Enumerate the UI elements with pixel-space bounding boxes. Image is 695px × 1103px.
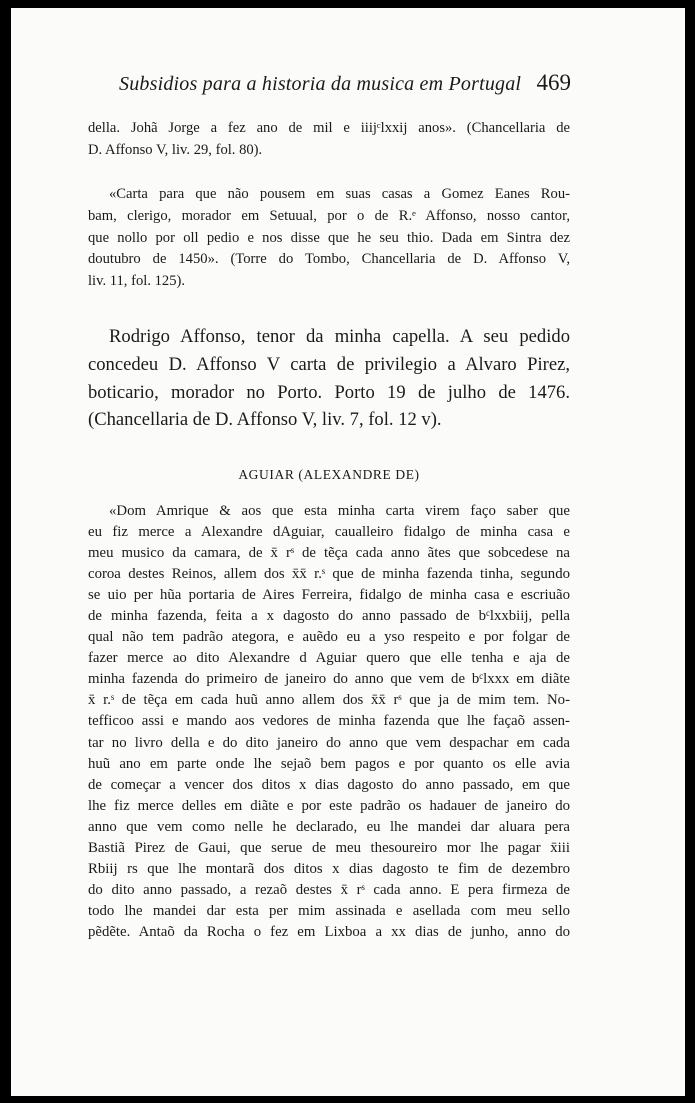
text-line: meu musico da camara, de x̄ rˢ de tẽça cada anno ãtes que sobcedese na: [88, 545, 570, 562]
text-line: se uio per hũa portaria de Aires Ferreira, fidalgo de minha casa e escriuão: [88, 587, 570, 604]
carta-quote-paragraph: [88, 184, 570, 293]
text-line: della. Johã Jorge a fez ano de mil e iiijᶜlxxij anos». (Chancellaria de: [88, 120, 570, 136]
rodrigo-affonso-entry: [88, 323, 570, 434]
text-line: «Dom Amrique & aos que esta minha carta virem faço saber que: [109, 503, 570, 519]
page-number: 469: [536, 70, 571, 95]
text-line: «Carta para que não pousem em suas casas a Gomez Eanes Rou-: [109, 186, 570, 202]
text-line: bam, clerigo, morador em Setuual, por o de R.ᵉ Affonso, nosso cantor,: [88, 207, 570, 224]
text-line: lhe fiz merce delles em diãte e por este padrão os hadauer de janeiro do: [88, 797, 570, 814]
text-line: de começar a vencer dos ditos x dias dagosto do anno passado, em que: [88, 776, 570, 793]
text-line: concedeu D. Affonso V carta de privilegio a Alvaro Pirez,: [88, 353, 570, 375]
book-page: [11, 8, 685, 1096]
text-line: coroa destes Reinos, allem dos x̄x̄ r.ˢ que de minha fazenda tinha, segundo: [88, 566, 570, 583]
continuation-paragraph: [88, 118, 570, 162]
text-line: tar no livro della e do dito janeiro do anno que vem despachar em cada: [88, 734, 570, 751]
text-line: D. Affonso V, liv. 29, fol. 80).: [88, 141, 263, 158]
text-line: huũ ano em parte onde lhe sejaõ bem pagos e por quanto os elle avia: [88, 755, 570, 772]
text-line: de minha fazenda, feita a x dagosto do anno passado de bᶜlxxbiij, pella: [88, 608, 570, 625]
text-line: minha fazenda do primeiro de janeiro do anno que vem de bᶜlxxx em diãte: [88, 671, 570, 688]
page-header: [119, 70, 571, 100]
text-line: todo lhe mandei dar esta per mim assinada e asellada com meu sello: [88, 902, 570, 919]
running-title: Subsidios para a historia da musica em Portugal: [119, 73, 522, 95]
text-line: que nollo por oll pedio e nos disse que he seu thio. Dada em Sintra dez: [88, 229, 570, 246]
text-line: fazer merce ao dito Alexandre d Aguiar quero que elle tenha e aja de: [88, 650, 570, 667]
text-line: boticario, morador no Porto. Porto 19 de julho de 1476.: [88, 381, 570, 403]
text-line: anno que vem como nelle he declarado, eu lhe mandei dar aluara pera: [88, 818, 570, 835]
text-line: Rodrigo Affonso, tenor da minha capella. A seu pedido: [109, 326, 570, 347]
text-line: (Chancellaria de D. Affonso V, liv. 7, fol. 12 v).: [88, 409, 442, 431]
text-line: Rbiij rs que lhe montarã dos ditos x dias dagosto te fim de dezembro: [88, 860, 570, 877]
text-line: x̄ r.ˢ de tẽça em cada huũ anno allem dos x̄x̄ rˢ que ja de mim tem. No-: [88, 692, 570, 709]
text-line: pẽdẽte. Antaõ da Rocha o fez em Lixboa a xx dias de junho, anno do: [88, 923, 570, 940]
text-line: eu fiz merce a Alexandre dAguiar, caualleiro fidalgo de minha casa e: [88, 524, 570, 541]
text-line: do dito anno passado, a rezaõ destes x̄ rˢ cada anno. E pera firmeza de: [88, 881, 570, 898]
text-line: doutubro de 1450». (Torre do Tombo, Chancellaria de D. Affonso V,: [88, 251, 570, 268]
text-line: Bastiã Pirez de Gaui, que serue de meu thesoureiro mor lhe pagar x̄iii: [88, 839, 570, 856]
text-line: liv. 11, fol. 125).: [88, 273, 186, 290]
aguiar-document-paragraph: [88, 501, 570, 943]
text-line: tefficoo assi e mando aos vedores de minha fazenda que lhe façaõ assen-: [88, 713, 570, 730]
text-line: qual não tem padrão ategora, e auẽdo eu a yso respeito e por folgar de: [88, 629, 570, 646]
section-heading: AGUIAR (ALEXANDRE DE): [238, 467, 420, 482]
